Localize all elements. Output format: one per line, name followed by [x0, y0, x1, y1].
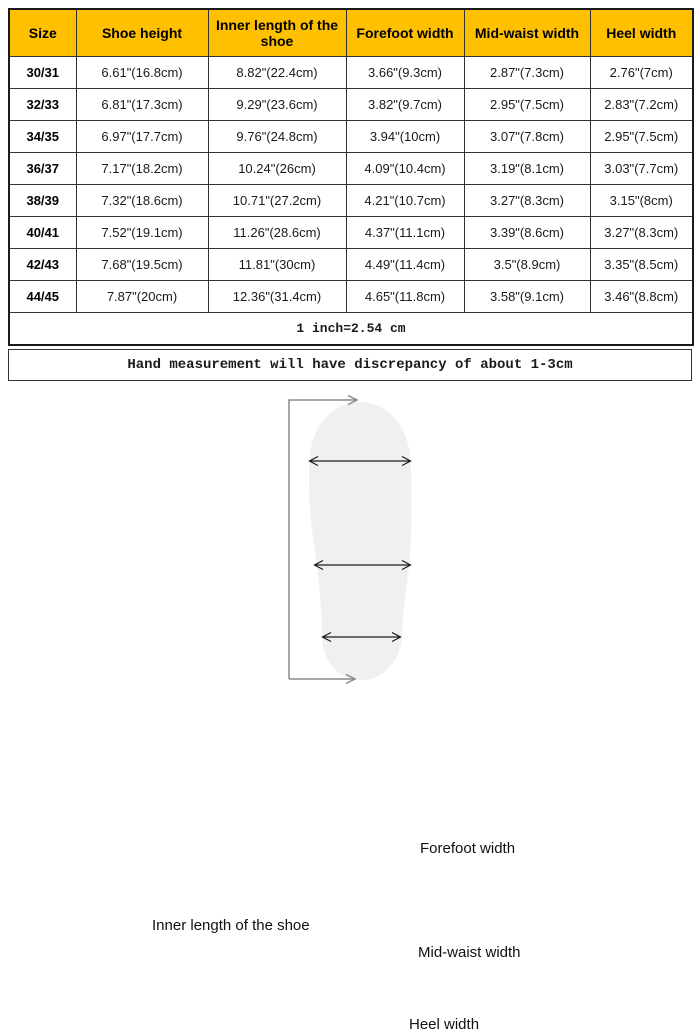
measurement-cell: 4.09"(10.4cm)	[346, 153, 464, 185]
measurement-cell: 3.94"(10cm)	[346, 121, 464, 153]
insole-diagram-canvas	[0, 388, 700, 700]
measurement-cell: 2.76"(7cm)	[590, 57, 693, 89]
measurement-cell: 3.27"(8.3cm)	[464, 185, 590, 217]
measurement-cell: 7.52"(19.1cm)	[76, 217, 208, 249]
measurement-cell: 4.21"(10.7cm)	[346, 185, 464, 217]
measurement-cell: 3.03"(7.7cm)	[590, 153, 693, 185]
table-row	[9, 153, 693, 185]
measurement-cell: 3.82"(9.7cm)	[346, 89, 464, 121]
measurement-cell: 11.81"(30cm)	[208, 249, 346, 281]
size-cell: 32/33	[9, 89, 76, 121]
column-header: Inner length of the shoe	[208, 9, 346, 57]
measurement-cell: 2.87"(7.3cm)	[464, 57, 590, 89]
size-chart-table	[8, 8, 694, 346]
column-header: Shoe height	[76, 9, 208, 57]
size-cell: 42/43	[9, 249, 76, 281]
measurement-cell: 6.81"(17.3cm)	[76, 89, 208, 121]
size-table-head-row	[9, 9, 693, 57]
measurement-cell: 2.95"(7.5cm)	[590, 121, 693, 153]
size-cell: 38/39	[9, 185, 76, 217]
forefoot-width-label: Forefoot width	[420, 840, 516, 857]
measurement-cell: 3.19"(8.1cm)	[464, 153, 590, 185]
measurement-cell: 6.97"(17.7cm)	[76, 121, 208, 153]
conversion-note-row	[9, 313, 693, 346]
measurement-cell: 7.17"(18.2cm)	[76, 153, 208, 185]
measurement-discrepancy-note: Hand measurement will have discrepancy of about 1-3cm	[8, 349, 692, 381]
measurement-cell: 9.76"(24.8cm)	[208, 121, 346, 153]
measurement-cell: 3.27"(8.3cm)	[590, 217, 693, 249]
column-header: Forefoot width	[346, 9, 464, 57]
measurement-cell: 8.82"(22.4cm)	[208, 57, 346, 89]
measurement-cell: 7.32"(18.6cm)	[76, 185, 208, 217]
table-row	[9, 249, 693, 281]
measurement-cell: 9.29"(23.6cm)	[208, 89, 346, 121]
table-row	[9, 185, 693, 217]
size-cell: 30/31	[9, 57, 76, 89]
size-cell: 34/35	[9, 121, 76, 153]
size-cell: 36/37	[9, 153, 76, 185]
measurement-cell: 7.68"(19.5cm)	[76, 249, 208, 281]
inner-length-label: Inner length of the shoe	[152, 917, 310, 934]
measurement-cell: 10.24"(26cm)	[208, 153, 346, 185]
measurement-cell: 3.07"(7.8cm)	[464, 121, 590, 153]
table-row	[9, 217, 693, 249]
measurement-cell: 12.36"(31.4cm)	[208, 281, 346, 313]
measurement-cell: 6.61"(16.8cm)	[76, 57, 208, 89]
measurement-cell: 4.37"(11.1cm)	[346, 217, 464, 249]
table-row	[9, 281, 693, 313]
measurement-cell: 2.95"(7.5cm)	[464, 89, 590, 121]
column-header: Size	[9, 9, 76, 57]
measurement-cell: 7.87"(20cm)	[76, 281, 208, 313]
table-row	[9, 89, 693, 121]
size-cell: 44/45	[9, 281, 76, 313]
heel-width-label: Heel width	[409, 1016, 480, 1033]
size-cell: 40/41	[9, 217, 76, 249]
measurement-cell: 3.66"(9.3cm)	[346, 57, 464, 89]
measurement-cell: 3.35"(8.5cm)	[590, 249, 693, 281]
column-header: Heel width	[590, 9, 693, 57]
measurement-cell: 11.26"(28.6cm)	[208, 217, 346, 249]
table-row	[9, 57, 693, 89]
measurement-cell: 3.5"(8.9cm)	[464, 249, 590, 281]
measurement-cell: 10.71"(27.2cm)	[208, 185, 346, 217]
size-table-body	[9, 57, 693, 313]
insole-measurement-diagram	[0, 388, 700, 1033]
measurement-cell: 3.46"(8.8cm)	[590, 281, 693, 313]
inch-conversion-note: 1 inch=2.54 cm	[9, 313, 693, 346]
measurement-cell: 4.65"(11.8cm)	[346, 281, 464, 313]
measurement-cell: 3.58"(9.1cm)	[464, 281, 590, 313]
measurement-cell: 3.15"(8cm)	[590, 185, 693, 217]
midwaist-width-label: Mid-waist width	[418, 944, 521, 961]
measurement-cell: 4.49"(11.4cm)	[346, 249, 464, 281]
measurement-cell: 3.39"(8.6cm)	[464, 217, 590, 249]
column-header: Mid-waist width	[464, 9, 590, 57]
table-row	[9, 121, 693, 153]
measurement-cell: 2.83"(7.2cm)	[590, 89, 693, 121]
size-chart-sheet	[8, 8, 692, 381]
